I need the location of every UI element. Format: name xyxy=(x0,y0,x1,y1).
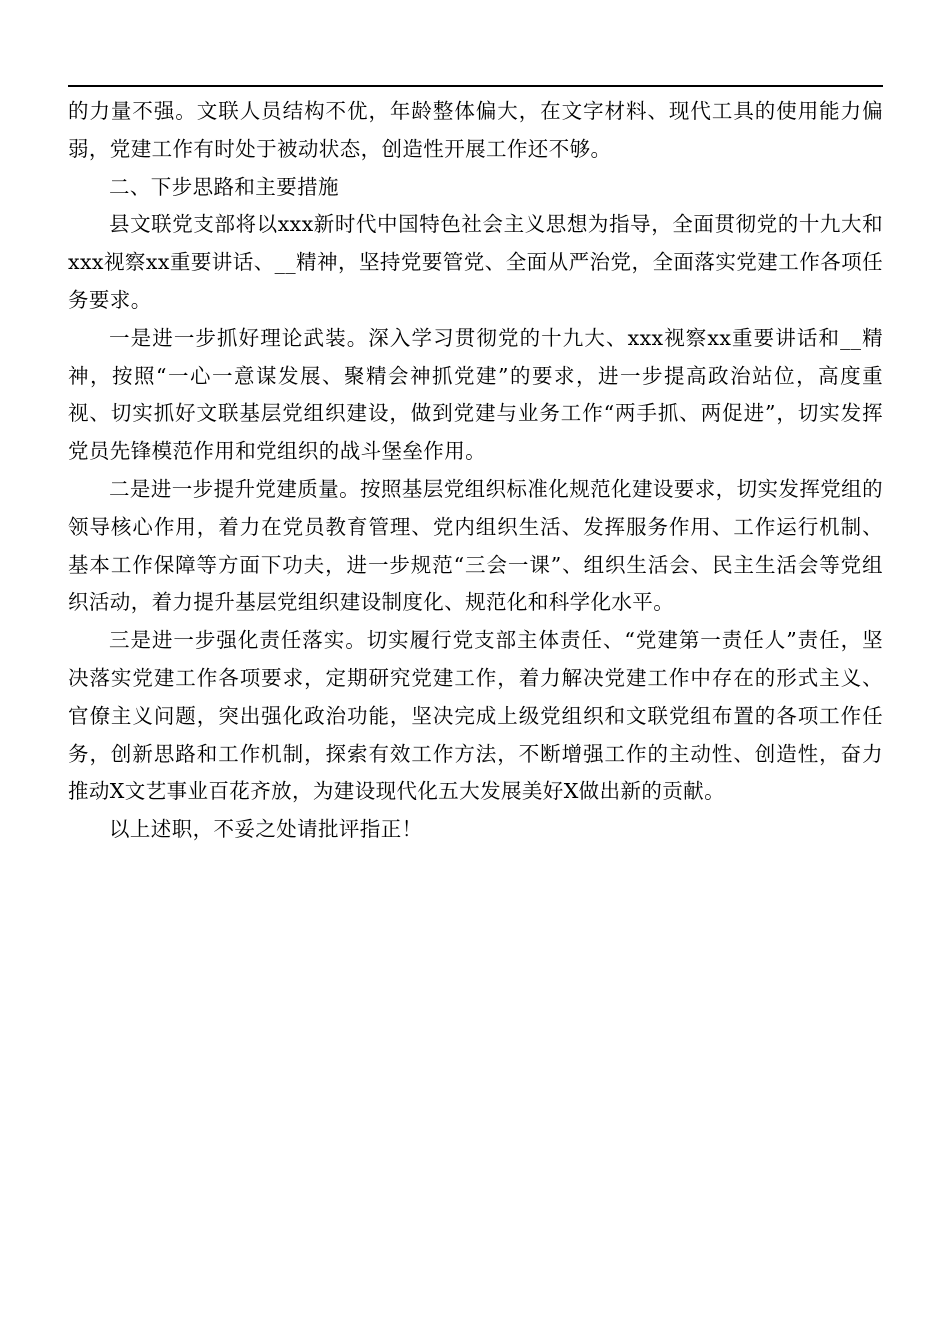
header-rule xyxy=(68,85,883,87)
paragraph-continuation: 的力量不强。文联人员结构不优，年龄整体偏大，在文字材料、现代工具的使用能力偏弱，党建工作有时处于被动状态，创造性开展工作还不够。 xyxy=(68,99,883,161)
paragraph-closing: 以上述职，不妥之处请批评指正！ xyxy=(109,817,423,842)
paragraph-measure-one: 一是进一步抓好理论武装。深入学习贯彻党的十九大、xxx视察xx重要讲话和__精神，按照“一心一意谋发展、聚精会神抓党建”的要求，进一步提高政治站位，高度重视、切实抓好文联基层党组织建设，做到党建与业务工作“两手抓、两促进”，切实发挥党员先锋模范作用和党组织的战斗堡垒作用。 xyxy=(68,325,883,464)
section-heading: 二、下步思路和主要措施 xyxy=(109,174,339,199)
paragraph-intro: 县文联党支部将以xxx新时代中国特色社会主义思想为指导，全面贯彻党的十九大和xxx视察xx重要讲话、__精神，坚持党要管党、全面从严治党，全面落实党建工作各项任务要求。 xyxy=(68,212,883,312)
paragraph-measure-three: 三是进一步强化责任落实。切实履行党支部主体责任、“党建第一责任人”责任，坚决落实党建工作各项要求，定期研究党建工作，着力解决党建工作中存在的形式主义、官僚主义问题，突出强化政治功能，坚决完成上级党组织和文联党组布置的各项工作任务，创新思路和工作机制，探索有效工作方法，不断增强工作的主动性、创造性，奋力推动X文艺事业百花齐放，为建设现代化五大发展美好X做出新的贡献。 xyxy=(68,628,883,804)
paragraph-measure-two: 二是进一步提升党建质量。按照基层党组织标准化规范化建设要求，切实发挥党组的领导核心作用，着力在党员教育管理、党内组织生活、发挥服务作用、工作运行机制、基本工作保障等方面下功夫，进一步规范“三会一课”、组织生活会、民主生活会等党组织活动，着力提升基层党组织建设制度化、规范化和科学化水平。 xyxy=(68,476,883,615)
document-body xyxy=(68,93,883,849)
